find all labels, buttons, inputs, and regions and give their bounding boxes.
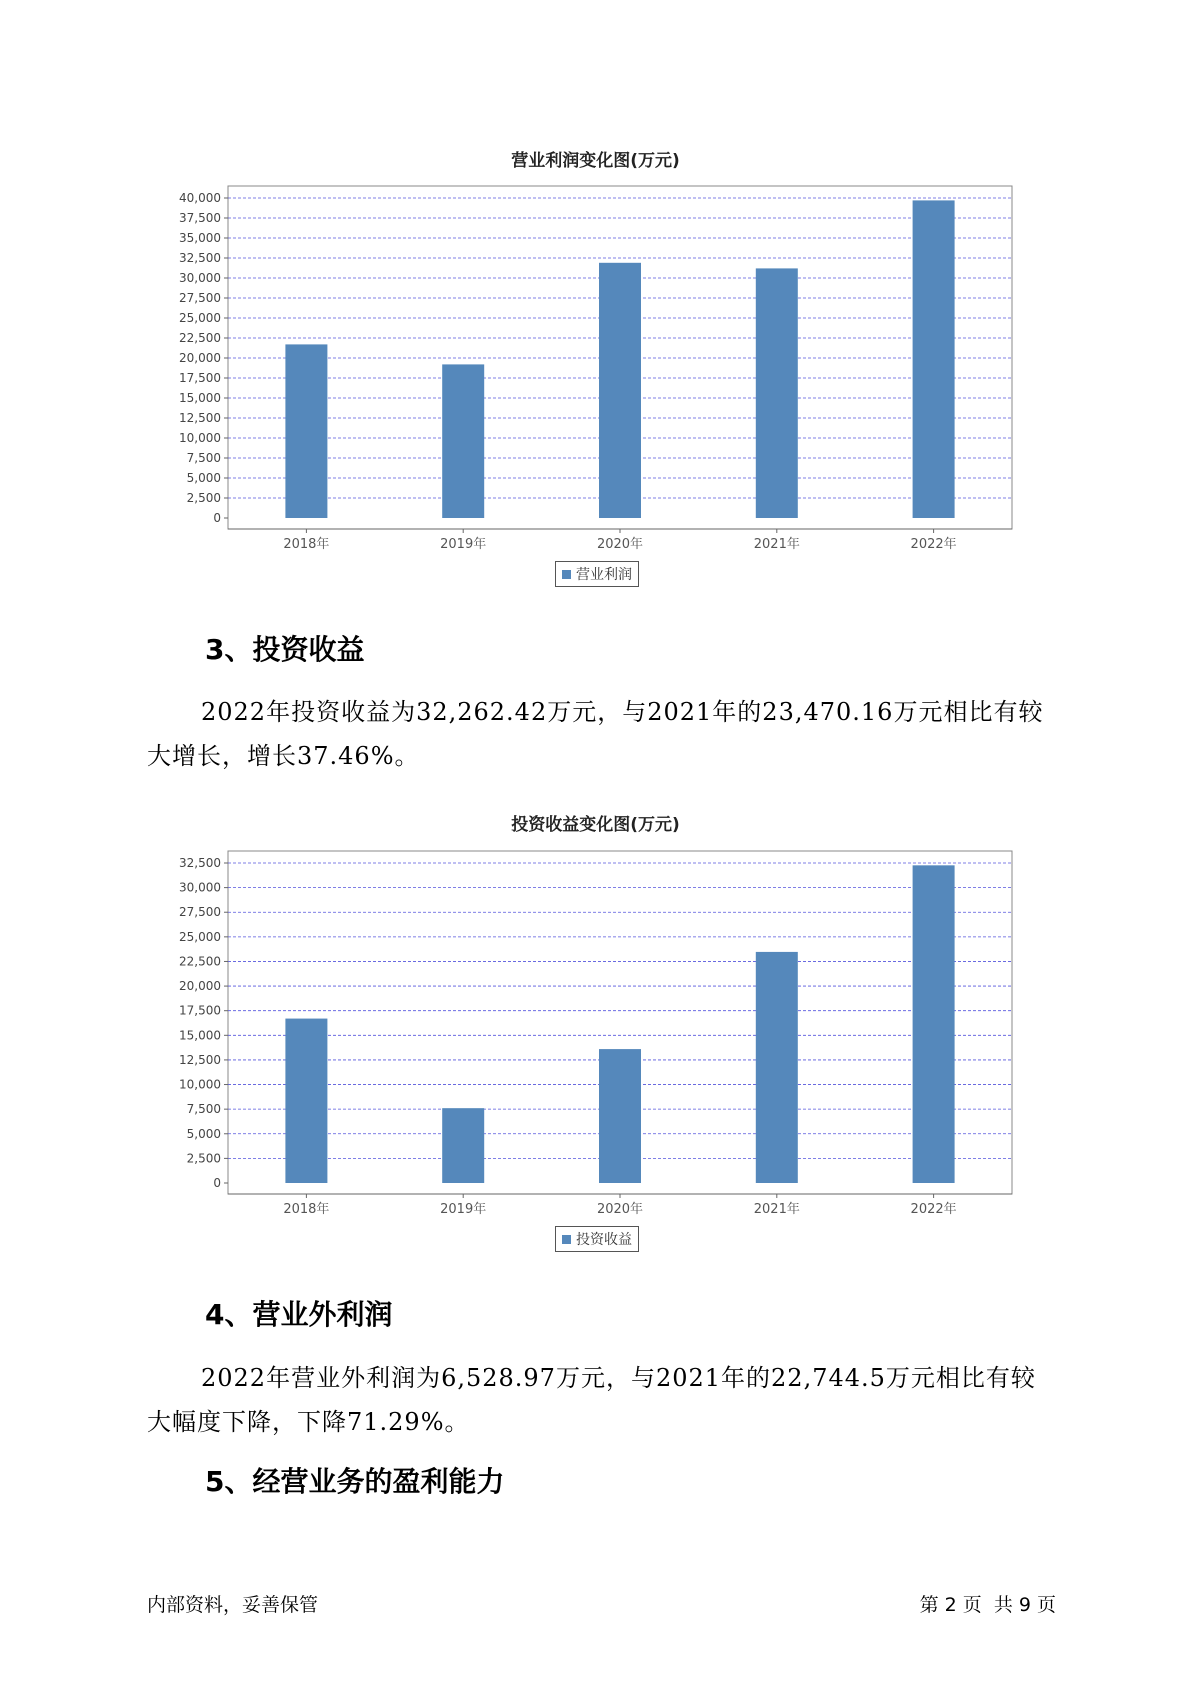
- chart1-title: 营业利润变化图(万元): [511, 151, 680, 171]
- x-tick-label: 2022年: [910, 1202, 957, 1217]
- y-tick-label: 15,000: [179, 391, 221, 405]
- y-tick-label: 20,000: [179, 979, 221, 994]
- y-tick-label: 25,000: [179, 311, 221, 325]
- y-tick-label: 15,000: [179, 1028, 221, 1043]
- x-tick-label: 2018年: [283, 537, 330, 552]
- y-tick-label: 5,000: [186, 471, 221, 485]
- y-tick-label: 27,500: [179, 905, 221, 920]
- x-tick-label: 2019年: [440, 537, 487, 552]
- x-tick-label: 2021年: [753, 1202, 800, 1217]
- bar-2018年: [285, 1019, 327, 1183]
- y-tick-label: 27,500: [179, 291, 221, 305]
- bar-2021年: [756, 268, 798, 518]
- y-tick-label: 7,500: [186, 1102, 221, 1117]
- y-tick-label: 37,500: [179, 211, 221, 225]
- y-tick-label: 10,000: [179, 1077, 221, 1092]
- y-tick-label: 12,500: [179, 411, 221, 425]
- chart2-legend: [555, 1226, 639, 1252]
- x-tick-label: 2019年: [440, 1202, 487, 1217]
- y-tick-label: 0: [213, 1176, 221, 1190]
- y-tick-label: 35,000: [179, 231, 221, 245]
- y-tick-label: 20,000: [179, 351, 221, 365]
- y-tick-label: 22,500: [179, 954, 221, 969]
- bar-2021年: [756, 952, 798, 1183]
- legend-label: 投资收益: [576, 1232, 632, 1248]
- x-tick-label: 2022年: [910, 537, 957, 552]
- y-tick-label: 32,500: [179, 856, 221, 870]
- bar-2020年: [599, 1049, 641, 1183]
- legend-swatch: [562, 1235, 571, 1244]
- bar-2022年: [913, 200, 955, 518]
- y-tick-label: 30,000: [179, 271, 221, 285]
- section5-heading: 5、经营业务的盈利能力: [205, 1465, 505, 1498]
- section3-paragraph: 2022年投资收益为32,262.42万元，与2021年的23,470.16万元相比有较大增长，增长37.46%。: [147, 698, 1044, 770]
- y-tick-label: 25,000: [179, 929, 221, 944]
- bar-2022年: [913, 865, 955, 1183]
- x-tick-label: 2020年: [596, 1202, 644, 1217]
- legend-swatch: [562, 570, 571, 579]
- bar-2020年: [599, 263, 641, 518]
- y-tick-label: 12,500: [179, 1052, 221, 1067]
- legend-label: 营业利润: [576, 567, 632, 583]
- bar-2018年: [285, 344, 327, 518]
- y-tick-label: 32,500: [179, 251, 221, 265]
- y-tick-label: 2,500: [186, 491, 221, 505]
- chart2-title: 投资收益变化图(万元): [511, 815, 680, 835]
- chart2-investment-income: [0, 845, 1191, 1217]
- footer-page-number: 第 2 页 共 9 页: [919, 1594, 1056, 1616]
- bar-2019年: [442, 364, 484, 518]
- x-tick-label: 2021年: [753, 537, 800, 552]
- section4-heading: 4、营业外利润: [205, 1298, 393, 1331]
- y-tick-label: 22,500: [179, 331, 221, 345]
- y-tick-label: 0: [213, 511, 221, 525]
- y-tick-label: 7,500: [186, 451, 221, 465]
- y-tick-label: 17,500: [179, 1003, 221, 1018]
- y-tick-label: 30,000: [179, 880, 221, 895]
- x-tick-label: 2020年: [596, 537, 644, 552]
- section3-heading: 3、投资收益: [205, 633, 365, 666]
- y-tick-label: 2,500: [186, 1151, 221, 1166]
- bar-2019年: [442, 1108, 484, 1183]
- chart1-legend: [555, 561, 639, 587]
- chart1-operating-profit: [0, 180, 1191, 552]
- y-tick-label: 5,000: [186, 1126, 221, 1141]
- footer-note: 内部资料，妥善保管: [147, 1594, 319, 1616]
- x-tick-label: 2018年: [283, 1202, 330, 1217]
- section4-paragraph: 2022年营业外利润为6,528.97万元，与2021年的22,744.5万元相比有较大幅度下降，下降71.29%。: [147, 1364, 1036, 1436]
- y-tick-label: 17,500: [179, 371, 221, 385]
- y-tick-label: 10,000: [179, 431, 221, 445]
- y-tick-label: 40,000: [179, 191, 221, 205]
